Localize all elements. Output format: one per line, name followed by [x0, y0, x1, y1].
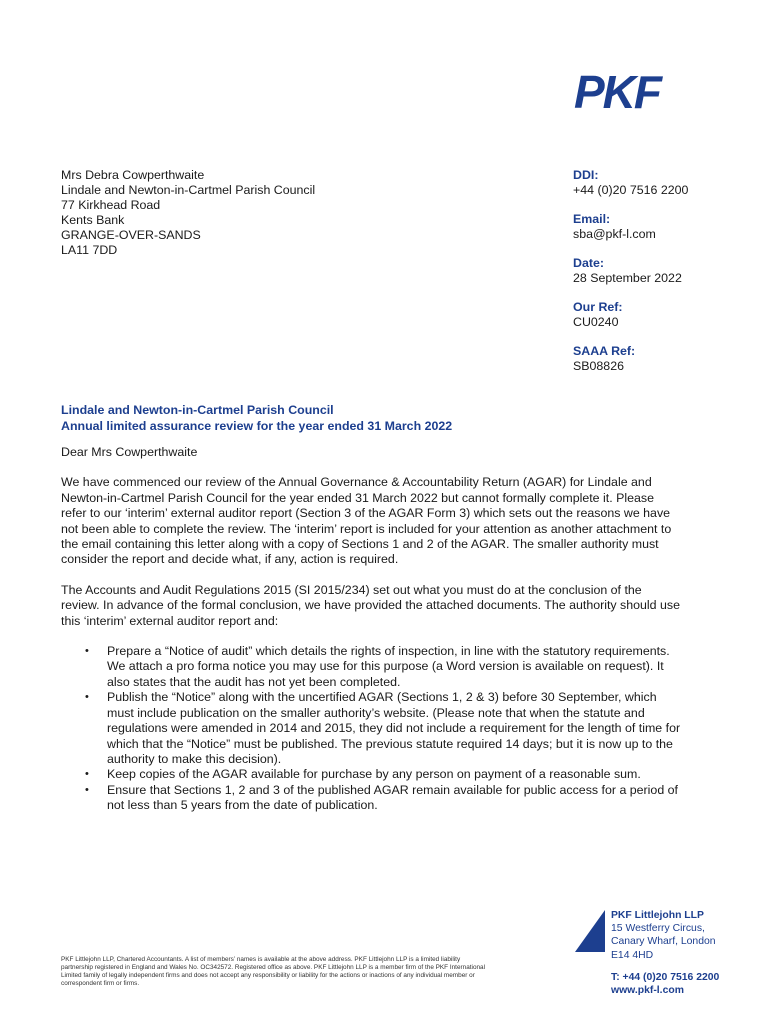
footer-logo-mark — [575, 910, 605, 952]
letter-subject — [61, 403, 452, 434]
list-item: • Keep copies of the AGAR available for purchase by any person on payment of a reasonable sum. — [107, 767, 681, 782]
recipient-line: Mrs Debra Cowperthwaite — [61, 168, 205, 182]
recipient-line: 77 Kirkhead Road — [61, 198, 161, 212]
list-item: • Ensure that Sections 1, 2 and 3 of the published AGAR remain available for public access for a period of not less than 5 years from the date of publication. — [107, 783, 681, 814]
pkf-logo — [574, 70, 672, 112]
meta-our-ref — [573, 300, 688, 330]
recipient-line: Lindale and Newton-in-Cartmel Parish Council — [61, 183, 316, 197]
footer-fineprint: PKF Littlejohn LLP, Chartered Accountants. A list of members’ names is available at the above address. PKF Littlejohn LLP is a limited liability partnership registered in England and Wales No. OC342572. Registered office as above. PKF Littlejohn LLP is a member firm of the PKF International Limited family of legally independent firms and does not accept any responsibility or liability for the actions or inactions of any individual member or correspondent firm or firms. — [61, 956, 486, 987]
letter-meta — [573, 168, 688, 388]
recipient-line: Kents Bank — [61, 213, 125, 227]
meta-date — [573, 256, 688, 286]
firm-website-link[interactable]: www.pkf-l.com — [611, 985, 684, 997]
letter-body — [61, 445, 681, 814]
action-list — [61, 644, 681, 813]
list-item: • Prepare a “Notice of audit” which details the rights of inspection, in line with the statutory requirements. We attach a pro forma notice you may use for this purpose (a Word version is available on request). It also states that the audit has not yet been completed. — [107, 644, 681, 690]
subject-line-2: Annual limited assurance review for the year ended 31 March 2022 — [61, 418, 453, 433]
meta-value: sba@pkf-l.com — [573, 227, 656, 241]
meta-label: SAAA Ref: — [573, 344, 636, 358]
meta-label: Our Ref: — [573, 300, 623, 314]
meta-email — [573, 212, 688, 242]
firm-address-line: E14 4HD — [611, 949, 654, 961]
meta-value: CU0240 — [573, 315, 619, 329]
salutation: Dear Mrs Cowperthwaite — [61, 445, 198, 459]
recipient-line: GRANGE-OVER-SANDS — [61, 228, 201, 242]
meta-label: DDI: — [573, 168, 599, 182]
recipient-address — [61, 168, 315, 258]
firm-phone: T: +44 (0)20 7516 2200 — [611, 971, 720, 983]
firm-address-line: Canary Wharf, London — [611, 936, 716, 948]
meta-value: +44 (0)20 7516 2200 — [573, 183, 689, 197]
meta-saaa-ref — [573, 344, 688, 374]
logo-text: PKF — [574, 70, 660, 112]
meta-value: SB08826 — [573, 359, 624, 373]
meta-label: Email: — [573, 212, 611, 226]
paragraph: We have commenced our review of the Annual Governance & Accountability Return (AGAR) for Lindale and Newton-in-Cartmel Parish Council for the year ended 31 March 2022 but cannot formally complete it. Please refer to our ‘interim’ external auditor report (Section 3 of the AGAR Form 3) which sets out the reasons we have not been able to complete the review. The ‘interim’ report is included for your attention as another attachment to the email containing this letter along with a copy of Sections 1 and 2 of the AGAR. The smaller authority must consider the report and decide what, if any, action is required. — [61, 475, 672, 567]
meta-value: 28 September 2022 — [573, 271, 682, 285]
firm-name: PKF Littlejohn LLP — [611, 910, 704, 921]
recipient-line: LA11 7DD — [61, 243, 118, 257]
list-item: • Publish the “Notice” along with the uncertified AGAR (Sections 1, 2 & 3) before 30 September, which must include publication on the smaller authority’s website. (Please note that when the statute and regulations were amended in 2014 and 2015, they did not include a requirement for the length of time for which that the “Notice” must be published. The previous statute required 14 days; but it is now up to the authority to make this decision). — [107, 690, 681, 767]
footer-firm-info — [611, 909, 719, 997]
meta-label: Date: — [573, 256, 604, 270]
paragraph: The Accounts and Audit Regulations 2015 (SI 2015/234) set out what you must do at the conclusion of the review. In advance of the formal conclusion, we have provided the attached documents. The authority should use this ‘interim’ external auditor report and: — [61, 582, 680, 628]
firm-address-line: 15 Westferry Circus, — [611, 923, 705, 935]
meta-ddi — [573, 168, 688, 198]
subject-line-1: Lindale and Newton-in-Cartmel Parish Council — [61, 403, 334, 417]
